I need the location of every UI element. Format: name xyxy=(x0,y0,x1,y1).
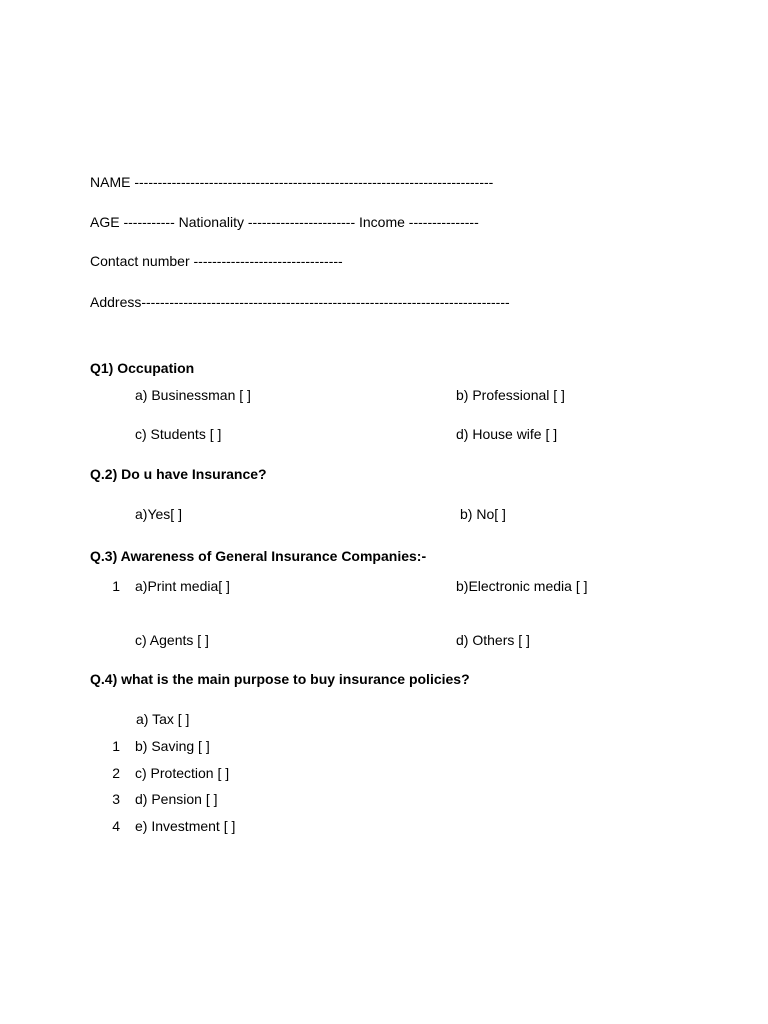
q1-option-a: a) Businessman [ ] xyxy=(135,387,251,403)
q3-option-c: c) Agents [ ] xyxy=(135,632,209,648)
q4-question: Q.4) what is the main purpose to buy insurance policies? xyxy=(90,671,470,687)
q3-option-a: a)Print media[ ] xyxy=(135,578,230,594)
q4-option-c: c) Protection [ ] xyxy=(135,765,230,781)
q2-option-yes: a)Yes[ ] xyxy=(135,506,182,522)
q4-option-a: a) Tax [ ] xyxy=(136,711,190,727)
contact-number-field: Contact number -------------------------------- xyxy=(90,253,343,269)
age-nationality-income-field: AGE ----------- Nationality ----------------------- Income --------------- xyxy=(90,214,479,230)
q2-question: Q.2) Do u have Insurance? xyxy=(90,466,267,482)
q1-option-b: b) Professional [ ] xyxy=(456,387,565,403)
address-field: Address------------------------------------------------------------------------------- xyxy=(90,294,510,310)
q3-list-number: 1 xyxy=(112,578,120,594)
q4-list-number: 1 xyxy=(112,738,120,754)
q4-list-number: 4 xyxy=(112,818,120,834)
q1-option-d: d) House wife [ ] xyxy=(456,426,558,442)
q4-list-number: 3 xyxy=(112,791,120,807)
q3-option-b: b)Electronic media [ ] xyxy=(456,578,588,594)
q1-option-c: c) Students [ ] xyxy=(135,426,222,442)
q4-option-d: d) Pension [ ] xyxy=(135,791,218,807)
q3-question: Q.3) Awareness of General Insurance Companies:- xyxy=(90,548,427,564)
q2-option-no: b) No[ ] xyxy=(460,506,506,522)
q4-option-e: e) Investment [ ] xyxy=(135,818,236,834)
name-field: NAME ----------------------------------------------------------------------------- xyxy=(90,174,494,190)
q4-option-b: b) Saving [ ] xyxy=(135,738,210,754)
q3-option-d: d) Others [ ] xyxy=(456,632,530,648)
q4-list-number: 2 xyxy=(112,765,120,781)
q1-question: Q1) Occupation xyxy=(90,360,195,376)
